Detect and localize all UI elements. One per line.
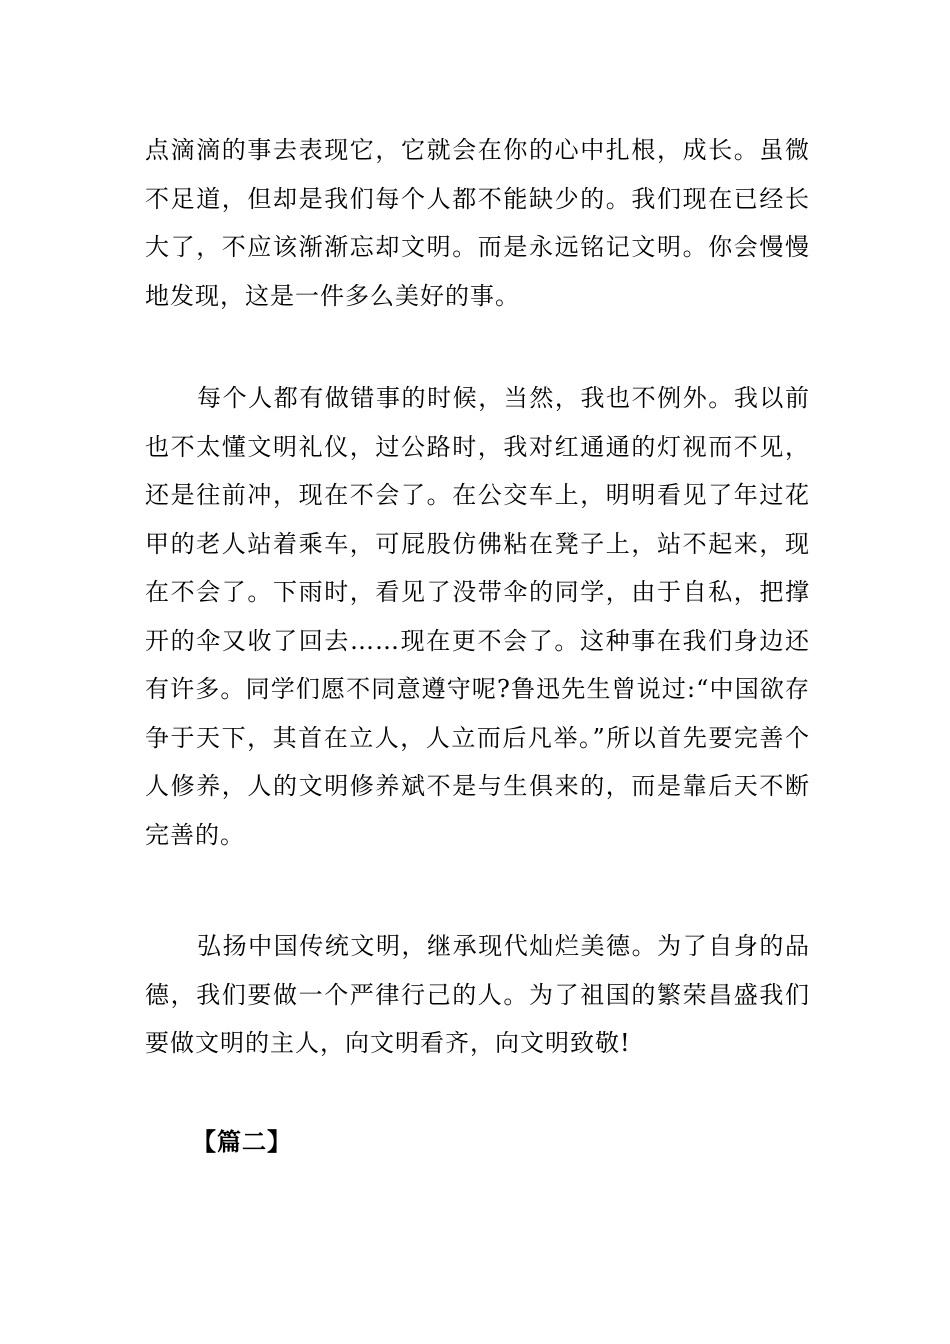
paragraph-continuation: 点滴滴的事去表现它，它就会在你的心中扎根，成长。虽微不足道，但却是我们每个人都不能缺少的。我们现在已经长大了，不应该渐渐忘却文明。而是永远铭记文明。你会慢慢地发现，这是一件多么美好的事。 bbox=[145, 136, 810, 310]
paragraph-conclusion: 弘扬中国传统文明，继承现代灿烂美德。为了自身的品德，我们要做一个严律行己的人。为了祖国的繁荣昌盛我们要做文明的主人，向文明看齐，向文明致敬! bbox=[145, 932, 810, 1057]
paragraph-mistakes: 每个人都有做错事的时候，当然，我也不例外。我以前也不太懂文明礼仪，过公路时，我对红通通的灯视而不见，还是往前冲，现在不会了。在公交车上，明明看见了年过花甲的老人站着乘车，可屁股仿佛粘在凳子上，站不起来，现在不会了。下雨时，看见了没带伞的同学，由于自私，把撑开的伞又收了回去……现在更不会了。这种事在我们身边还有许多。同学们愿不同意遵守呢?鲁迅先生曾说过:“中国欲存争于天下，其首在立人，人立而后凡举。”所以首先要完善个人修养，人的文明修养斌不是与生俱来的，而是靠后天不断完善的。 bbox=[145, 384, 810, 849]
section-heading: 【篇二】 bbox=[192, 1127, 292, 1156]
